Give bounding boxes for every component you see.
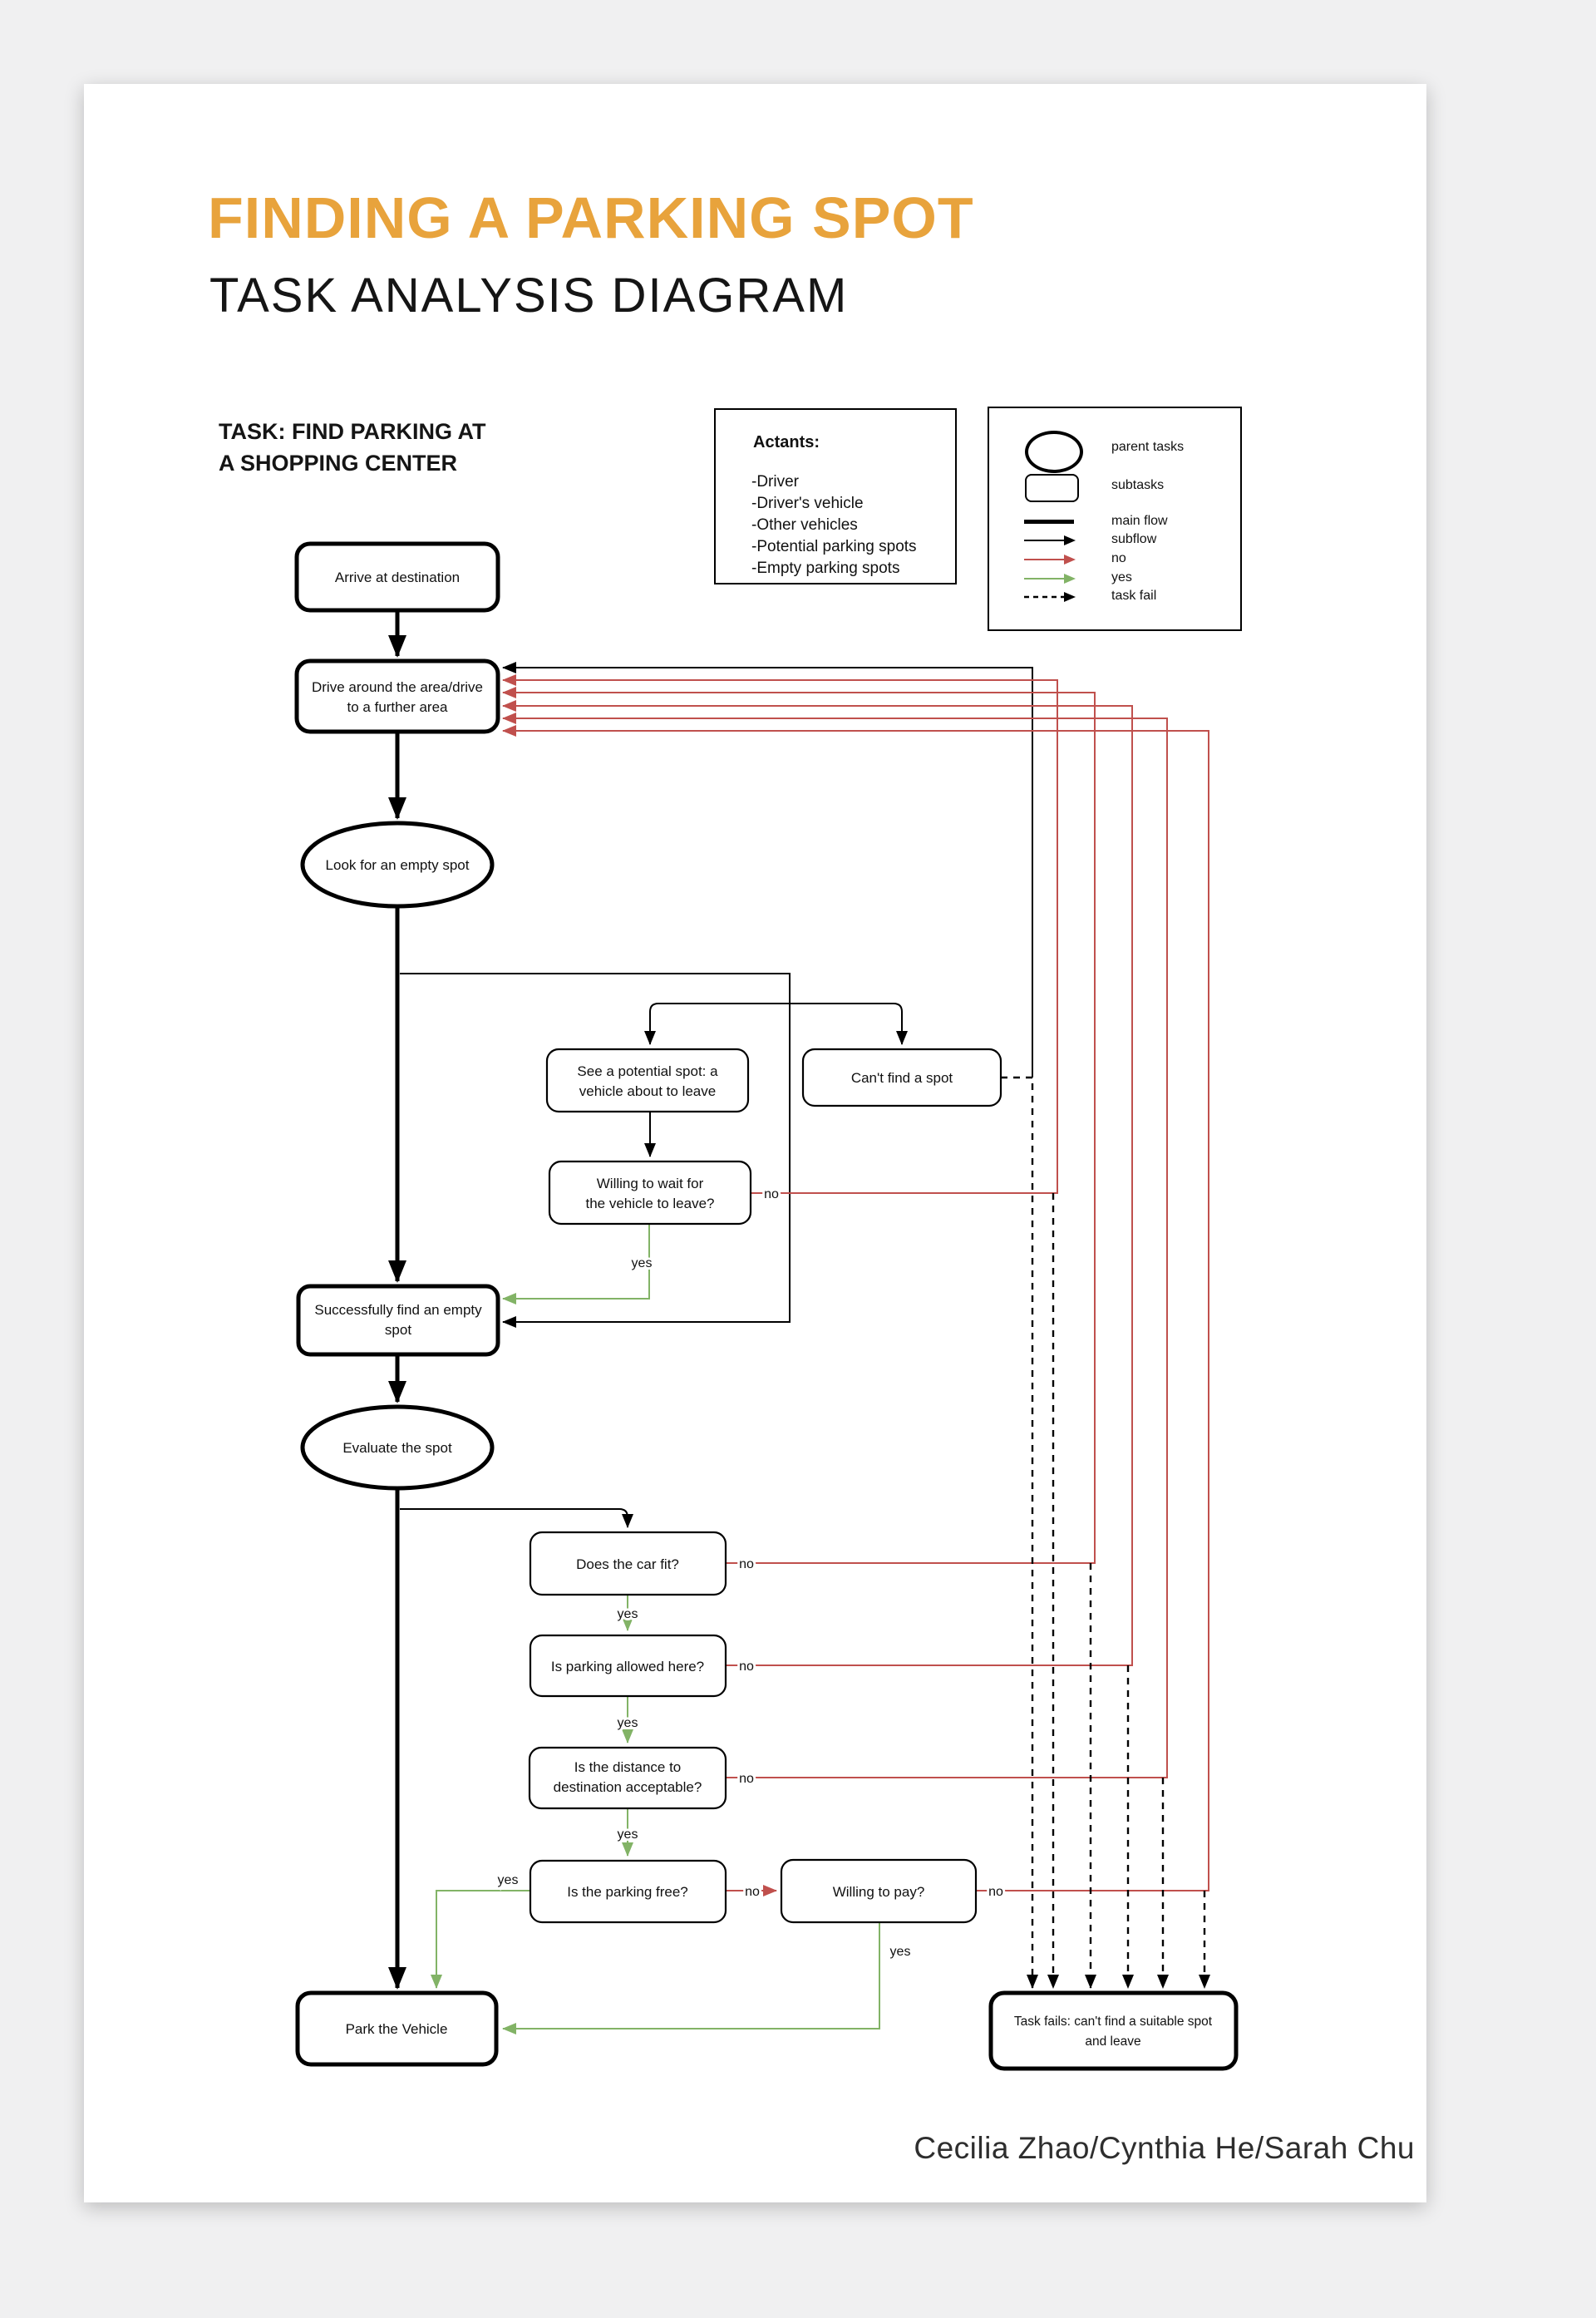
actant-item: -Other vehicles — [751, 516, 858, 534]
edge-subflow-to-see-spot — [650, 1004, 790, 1044]
node-arrive-at-destination — [297, 544, 498, 610]
node-cant-find-spot — [803, 1049, 1001, 1106]
actant-item: -Driver — [751, 473, 799, 491]
legend-label-main-flow: main flow — [1111, 514, 1168, 528]
edge-cant-find-task-fail — [1001, 1078, 1032, 1988]
svg-text:Is parking allowed here?: Is parking allowed here? — [550, 1659, 705, 1674]
node-willing-to-pay — [781, 1860, 976, 1922]
svg-text:Evaluate the spot: Evaluate the spot — [342, 1440, 452, 1456]
label-yes: yes — [617, 1716, 638, 1730]
svg-text:Is the parking free?: Is the parking free? — [567, 1884, 688, 1900]
legend-label-no: no — [1111, 551, 1126, 565]
label-no: no — [764, 1187, 779, 1201]
task-heading-line1: TASK: FIND PARKING AT — [219, 419, 486, 444]
edge-fit-no-to-drive — [503, 693, 1095, 1563]
node-does-car-fit — [530, 1532, 726, 1595]
actant-item: -Empty parking spots — [751, 560, 900, 577]
label-yes: yes — [617, 1607, 638, 1621]
actants-heading: Actants: — [753, 433, 820, 451]
label-yes: yes — [889, 1945, 911, 1959]
label-no: no — [739, 1557, 754, 1571]
node-distance-acceptable — [530, 1748, 726, 1808]
svg-text:and leave: and leave — [1085, 2034, 1141, 2049]
svg-text:vehicle about to leave: vehicle about to leave — [579, 1083, 717, 1099]
edge-look-subflow-return — [400, 974, 790, 1322]
label-no: no — [739, 1772, 754, 1786]
svg-text:the vehicle to leave?: the vehicle to leave? — [585, 1196, 715, 1211]
legend-label-task-fail: task fail — [1111, 589, 1157, 603]
svg-text:Can't find a spot: Can't find a spot — [850, 1070, 953, 1086]
edge-cant-find-to-drive — [503, 668, 1032, 1078]
svg-text:Drive around the area/drive: Drive around the area/drive — [311, 679, 484, 695]
node-look-for-empty-spot — [303, 823, 492, 906]
authors-credit: Cecilia Zhao/Cynthia He/Sarah Chu — [914, 2131, 1415, 2165]
edge-pay-no-to-drive — [503, 731, 1209, 1891]
edge-pay-yes-to-park — [503, 1922, 879, 2029]
edge-evaluate-to-fit — [400, 1509, 628, 1527]
edge-distance-no-to-drive — [503, 718, 1167, 1778]
legend-label-subflow: subflow — [1111, 532, 1157, 546]
legend-label-subtask: subtasks — [1111, 478, 1165, 492]
node-evaluate-the-spot — [303, 1407, 492, 1488]
node-parking-allowed — [530, 1635, 726, 1696]
label-no: no — [739, 1660, 754, 1674]
svg-text:Does the car fit?: Does the car fit? — [576, 1556, 679, 1572]
node-parking-free — [530, 1861, 726, 1922]
edge-free-yes-to-park — [436, 1891, 530, 1988]
edge-wait-yes-to-success — [503, 1224, 649, 1299]
label-yes: yes — [617, 1827, 638, 1842]
edge-subflow-to-cant-find — [790, 1004, 902, 1044]
node-willing-to-wait — [549, 1161, 751, 1224]
svg-text:Park the Vehicle: Park the Vehicle — [345, 2021, 448, 2037]
svg-text:See a potential spot: a: See a potential spot: a — [577, 1063, 718, 1079]
legend-label-parent: parent tasks — [1111, 440, 1185, 454]
svg-text:Look for an empty spot: Look for an empty spot — [325, 857, 470, 873]
svg-text:Willing to pay?: Willing to pay? — [832, 1884, 925, 1900]
page-title: FINDING A PARKING SPOT — [208, 185, 974, 250]
legend-label-yes: yes — [1111, 570, 1132, 584]
node-successfully-find-spot — [298, 1286, 498, 1354]
edge-wait-no-to-drive — [503, 680, 1057, 1193]
node-drive-around — [297, 661, 498, 732]
page-subtitle: TASK ANALYSIS DIAGRAM — [209, 269, 849, 323]
label-no: no — [988, 1885, 1003, 1899]
svg-text:Task fails: can't find a suita: Task fails: can't find a suitable spot — [1013, 2015, 1213, 2029]
label-yes: yes — [631, 1256, 653, 1270]
svg-text:Is the distance to: Is the distance to — [574, 1759, 682, 1775]
svg-text:Successfully find an empty: Successfully find an empty — [314, 1302, 482, 1318]
node-task-fails — [991, 1993, 1236, 2069]
svg-text:to a further area: to a further area — [347, 699, 448, 715]
svg-text:Willing to wait for: Willing to wait for — [596, 1176, 704, 1191]
svg-text:Arrive at destination: Arrive at destination — [334, 570, 461, 585]
svg-text:spot: spot — [384, 1322, 412, 1338]
node-see-potential-spot — [547, 1049, 748, 1112]
actant-item: -Driver's vehicle — [751, 495, 864, 512]
task-heading-line2: A SHOPPING CENTER — [219, 451, 458, 476]
node-park-the-vehicle — [298, 1993, 496, 2064]
actant-item: -Potential parking spots — [751, 538, 917, 555]
label-no: no — [745, 1885, 760, 1899]
label-yes: yes — [497, 1873, 519, 1887]
svg-text:destination acceptable?: destination acceptable? — [553, 1779, 702, 1795]
